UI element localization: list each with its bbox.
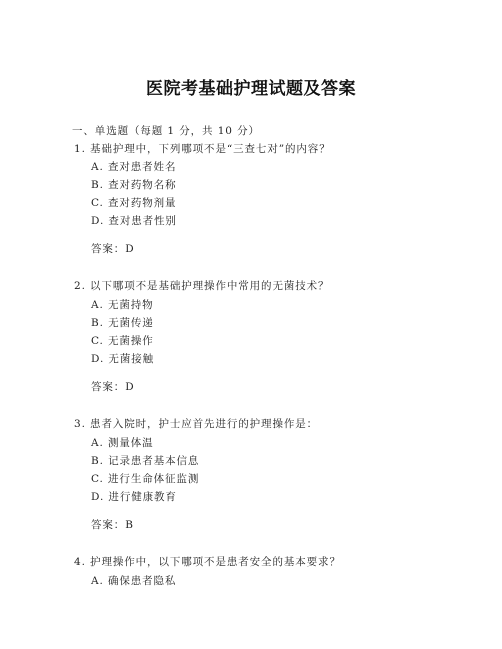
question-3-answer: 答案：B: [91, 519, 134, 531]
question-3-option-b: B. 记录患者基本信息: [91, 455, 200, 467]
question-1-option-d: D. 查对患者性别: [91, 215, 177, 227]
question-4-option-a: A. 确保患者隐私: [91, 575, 177, 587]
section-heading: 一、单选题（每题 1 分，共 10 分）: [72, 125, 260, 137]
question-4: 4. 护理操作中，以下哪项不是患者安全的基本要求？: [74, 556, 341, 568]
question-3-option-a: A. 测量体温: [91, 437, 154, 449]
question-1-answer: 答案：D: [91, 243, 135, 255]
document-title: 医院考基础护理试题及答案: [146, 79, 356, 99]
question-3-option-c: C. 进行生命体征监测: [91, 473, 200, 485]
question-2-option-a: A. 无菌持物: [91, 299, 154, 311]
question-1: 1. 基础护理中，下列哪项不是“三查七对”的内容？: [74, 143, 331, 155]
question-1-option-b: B. 查对药物名称: [91, 179, 177, 191]
question-2-answer: 答案：D: [91, 381, 135, 393]
question-2-option-b: B. 无菌传递: [91, 317, 154, 329]
question-3-option-d: D. 进行健康教育: [91, 491, 177, 503]
question-2-option-c: C. 无菌操作: [91, 335, 154, 347]
question-2-option-d: D. 无菌接触: [91, 353, 155, 365]
question-2: 2. 以下哪项不是基础护理操作中常用的无菌技术？: [74, 280, 330, 292]
question-1-option-c: C. 查对药物剂量: [91, 197, 177, 209]
question-1-option-a: A. 查对患者姓名: [91, 161, 177, 173]
question-3: 3. 患者入院时，护士应首先进行的护理操作是：: [74, 418, 319, 430]
